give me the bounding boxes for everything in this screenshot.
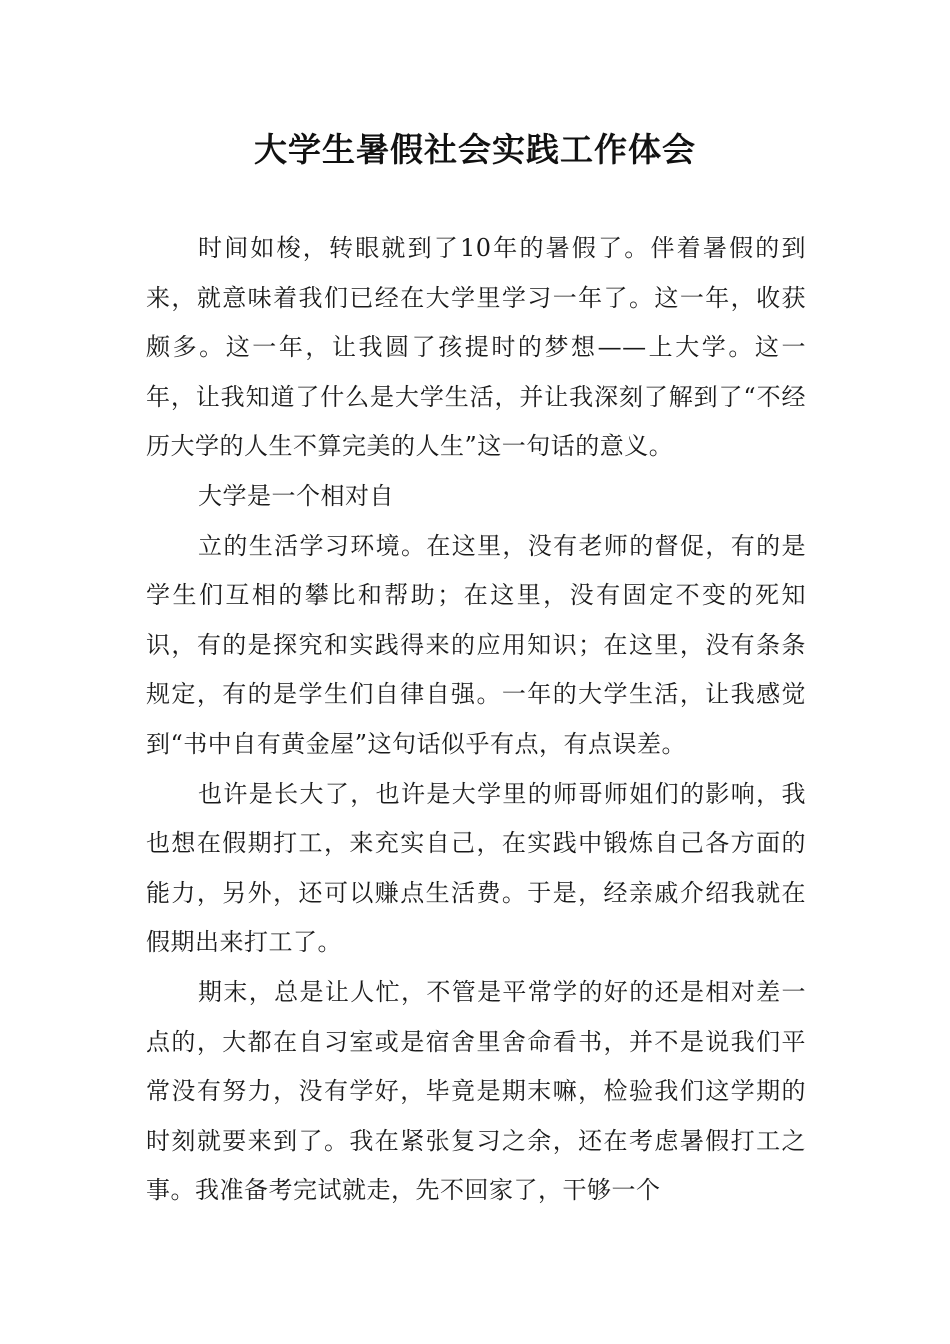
paragraph-2: 大学是一个相对自: [198, 481, 394, 510]
paragraph-3: 立的生活学习环境。在这里，没有老师的督促，有的是学生们互相的攀比和帮助；在这里，没有固定不变的死知识，有的是探究和实践得来的应用知识；在这里，没有条条规定，有的是学生们自律自强。一年的大学生活，让我感觉到“书中自有黄金屋”这句话似乎有点，有点误差。: [146, 531, 806, 758]
document-title: 大学生暑假社会实践工作体会: [254, 130, 696, 169]
paragraph-4: 也许是长大了，也许是大学里的师哥师姐们的影响，我也想在假期打工，来充实自己，在实践中锻炼自己各方面的能力，另外，还可以赚点生活费。于是，经亲戚介绍我就在假期出来打工了。: [146, 779, 806, 957]
document-body: [146, 224, 806, 1216]
paragraph-5: 期末，总是让人忙，不管是平常学的好的还是相对差一点的，大都在自习室或是宿舍里舍命看书，并不是说我们平常没有努力，没有学好，毕竟是期末嘛，检验我们这学期的时刻就要来到了。我在紧张复习之余，还在考虑暑假打工之事。我准备考完试就走，先不回家了，干够一个: [146, 977, 806, 1205]
paragraph-1: 时间如梭，转眼就到了10年的暑假了。伴着暑假的到来，就意味着我们已经在大学里学习一年了。这一年，收获颇多。这一年，让我圆了孩提时的梦想——上大学。这一年，让我知道了什么是大学生活，并让我深刻了解到了“不经历大学的人生不算完美的人生”这一句话的意义。: [146, 234, 806, 461]
